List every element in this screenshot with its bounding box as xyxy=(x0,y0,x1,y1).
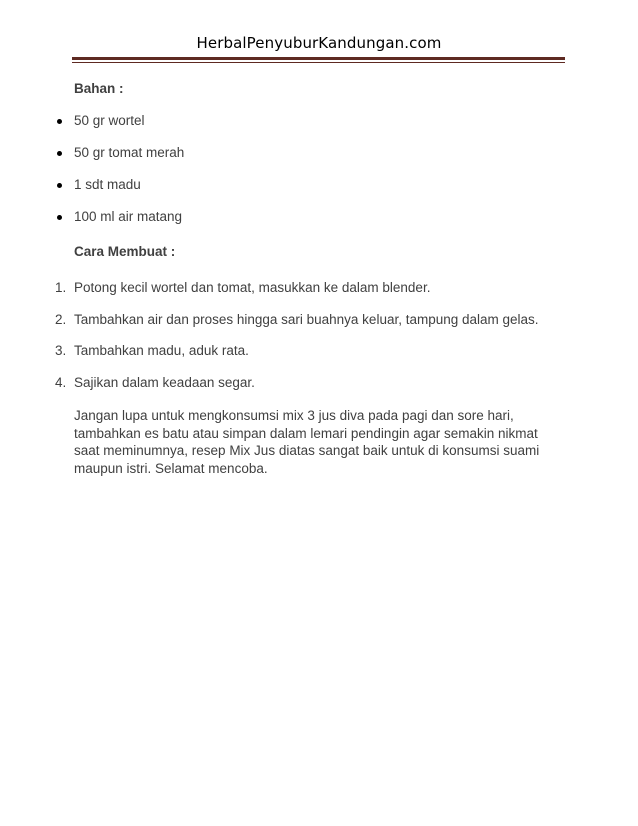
step-number: 4. xyxy=(55,374,67,390)
closing-line: Jangan lupa untuk mengkonsumsi mix 3 jus diva pada pagi dan sore hari, xyxy=(74,408,514,423)
ingredient-item xyxy=(0,209,600,241)
closing-line: tambahkan es batu atau simpan dalam lemari pendingin agar semakin nikmat xyxy=(74,425,538,441)
bullet-icon xyxy=(57,183,62,188)
step-item xyxy=(0,343,620,375)
step-text: Sajikan dalam keadaan segar. xyxy=(74,374,255,390)
site-header: HerbalPenyuburKandungan.com xyxy=(196,34,442,52)
bahan-heading: Bahan : xyxy=(74,81,124,96)
step-item xyxy=(0,280,620,312)
bullet-icon xyxy=(57,119,62,124)
ingredient-text: 50 gr tomat merah xyxy=(74,145,185,160)
step-number: 3. xyxy=(55,343,67,358)
step-text: Tambahkan air dan proses hingga sari buahnya keluar, tampung dalam gelas. xyxy=(74,311,539,327)
step-item xyxy=(0,312,620,344)
header-rule-thin xyxy=(72,62,565,63)
ingredient-list xyxy=(0,113,600,241)
step-number: 2. xyxy=(55,311,67,327)
step-text: Potong kecil wortel dan tomat, masukkan ke dalam blender. xyxy=(74,280,431,295)
step-list xyxy=(0,280,620,406)
closing-line: saat meminumnya, resep Mix Jus diatas sangat baik untuk di konsumsi suami xyxy=(74,443,540,458)
step-text: Tambahkan madu, aduk rata. xyxy=(74,343,249,358)
ingredient-item xyxy=(0,145,600,177)
ingredient-text: 50 gr wortel xyxy=(74,113,145,128)
bullet-icon xyxy=(57,151,62,156)
ingredient-text: 1 sdt madu xyxy=(74,177,141,192)
closing-line: maupun istri. Selamat mencoba. xyxy=(74,460,268,476)
cara-heading: Cara Membuat : xyxy=(74,244,176,259)
ingredient-item xyxy=(0,177,600,209)
step-item xyxy=(0,375,620,407)
closing-paragraph xyxy=(74,407,574,477)
ingredient-item xyxy=(0,113,600,145)
header-rule-thick xyxy=(72,57,565,60)
bullet-icon xyxy=(57,215,62,220)
ingredient-text: 100 ml air matang xyxy=(74,209,183,224)
step-number: 1. xyxy=(55,280,67,295)
